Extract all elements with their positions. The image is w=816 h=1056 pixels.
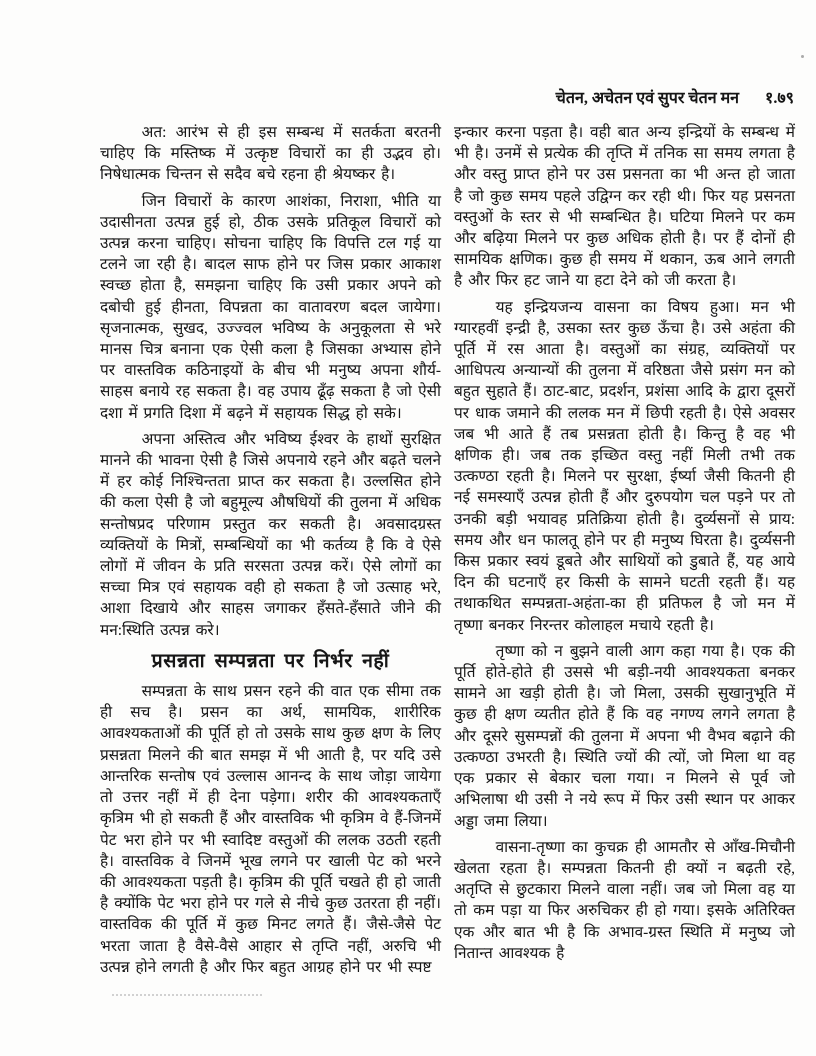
running-header [100, 86, 796, 108]
scan-speck [801, 55, 804, 58]
paragraph: अत: आरंभ से ही इस सम्बन्ध में सतर्कता बरतनी चाहिए कि मस्तिष्क में उत्कृष्ट विचारों का ही उद्भव हो। निषेधात्मक चिन्तन से सदैव बचे रहना ही श्रेयष्कर है। [100, 124, 441, 184]
paragraph: वासना-तृष्णा का कुचक्र ही आमतौर से आँख-मिचौनी खेलता रहता है। सम्पन्नता कितनी ही क्यों न बढ़ती रहे, अतृप्ति से छुटकारा मिलने वाला नहीं। जब जो मिला वह या तो कम पड़ा या फिर अरुचिकर ही हो गया। इसके अतिरिक्त एक और बात भी है कि अभाव-ग्रस्त स्थिति में मनुष्य जो नितान्त आवश्यक है [454, 838, 795, 962]
section-heading: प्रसन्नता सम्पन्नता पर निर्भर नहीं [151, 650, 390, 672]
scan-artifact-marks [112, 994, 262, 1000]
paragraph: इन्कार करना पड़ता है। वही बात अन्य इन्द्रियों के सम्बन्ध में भी है। उनमें से प्रत्येक की तृप्ति में तनिक सा समय लगता है और वस्तु प्राप्त होने पर उस प्रसनता का भी अन्त हो जाता है जो कुछ समय पहले उद्विग्न कर रही थी। फिर यह प्रसनता वस्तुओं के स्तर से भी सम्बन्धित है। घटिया मिलने पर कम और बढ़िया मिलने पर कुछ अधिक होती है। पर हैं दोनों ही सामयिक क्षणिक। कुछ ही समय में थकान, ऊब आने लगती है और फिर हट जाने या हटा देने को जी करता है। [454, 124, 795, 290]
right-column [454, 122, 795, 983]
paragraph: जिन विचारों के कारण आशंका, निराशा, भीति या उदासीनता उत्पन्न हुई हो, ठीक उसके प्रतिकूल विचारों को उत्पन्न करना चाहिए। सोचना चाहिए कि विपत्ति टल गई या टलने जा रही है। बादल साफ होने पर जिस प्रकार आकाश स्वच्छ होता है, समझना चाहिए कि उसी प्रकार अपने को दबोची हुई हीनता, विपन्नता का वातावरण बदल जायेगा। सृजनात्मक, सुखद, उज्ज्वल भविष्य के अनुकूलता से भरे मानस चित्र बनाना एक ऐसी कला है जिसका अभ्यास होने पर वास्तविक कठिनाइयों के बीच भी मनुष्य अपना शौर्य-साहस बनाये रह सकता है। वह उपाय ढूँढ़ सकता है जो ऐसी दशा में प्रगति दिशा में बढ़ने में सहायक सिद्ध हो सके। [100, 192, 441, 422]
paragraph: अपना अस्तित्व और भविष्य ईश्वर के हाथों सुरक्षित मानने की भावना ऐसी है जिसे अपनाये रहने और बढ़ते चलने में हर कोई निश्चिन्तता प्राप्त कर सकता है। उल्लसित होने की कला ऐसी है जो बहुमूल्य औषधियों की तुलना में अधिक सन्तोषप्रद परिणाम प्रस्तुत कर सकती है। अवसादग्रस्त व्यक्तियों के मित्रों, सम्बन्धियों का भी कर्तव्य है कि वे ऐसे लोगों में जीवन के प्रति सरसता उत्पन्न करें। ऐसे लोगों का सच्चा मित्र एवं सहायक वही हो सकता है जो उत्साह भरे, आशा दिखाये और साहस जगाकर हँसते-हँसाते जीने की मन:स्थिति उत्पन्न करे। [100, 430, 441, 639]
paragraph: तृष्णा को न बुझने वाली आग कहा गया है। एक की पूर्ति होते-होते ही उससे भी बड़ी-नयी आवश्यकता बनकर सामने आ खड़ी होती है। जो मिला, उसकी सुखानुभूति में कुछ ही क्षण व्यतीत होते हैं कि वह नगण्य लगने लगता है और दूसरे सुसम्पन्नों की तुलना में अपना भी वैभव बढ़ाने की उत्कण्ठा उभरती है। स्थिति ज्यों की त्यों, जो मिला था वह एक प्रकार से बेकार चला गया। न मिलने से पूर्व जो अभिलाषा थी उसी ने नये रूप में फिर उसी स्थान पर आकर अड्डा जमा लिया। [454, 642, 795, 830]
left-column [100, 122, 441, 983]
paragraph: यह इन्द्रियजन्य वासना का विषय हुआ। मन भी ग्यारहवीं इन्द्री है, उसका स्तर कुछ ऊँचा है। उसे अहंता की पूर्ति में रस आता है। वस्तुओं का संग्रह, व्यक्तियों पर आधिपत्य अन्यान्यों की तुलना में वरिष्ठता जैसे प्रसंग मन को बहुत सुहाते हैं। ठाट-बाट, प्रदर्शन, प्रशंसा आदि के द्वारा दूसरों पर धाक जमाने की ललक मन में छिपी रहती है। ऐसे अवसर जब भी आते हैं तब प्रसन्नता होती है। किन्तु है वह भी क्षणिक ही। जब तक इच्छित वस्तु नहीं मिली तभी तक उत्कण्ठा रहती है। मिलने पर सुरक्षा, ईर्ष्या जैसी कितनी ही नई समस्याएँ उत्पन्न होती हैं और दुरुपयोग चल पड़ने पर तो उनकी बड़ी भयावह प्रतिक्रिया होती है। दुर्व्यसनों से प्राय: समय और धन फालतू होने पर ही मनुष्य घिरता है। दुर्व्यसनी किस प्रकार स्वयं डूबते और साथियों को डुबाते हैं, यह आये दिन की घटनाएँ हर किसी के सामने घटती रहती हैं। यह तथाकथित सम्पन्नता-अहंता-का ही प्रतिफल है जो मन में तृष्णा बनकर निरन्तर कोलाहल मचाये रहती है। [454, 298, 795, 634]
two-column-text [100, 122, 796, 983]
page-number: १.७९ [765, 90, 794, 107]
paragraph: सम्पन्नता के साथ प्रसन रहने की वात एक सीमा तक ही सच है। प्रसन का अर्थ, सामयिक, शारीरिक आवश्यकताओं की पूर्ति हो तो उसके साथ कुछ क्षण के लिए प्रसन्नता मिलने की बात समझ में भी आती है, पर यदि उसे आन्तरिक सन्तोष एवं उल्लास आनन्द के साथ जोड़ा जायेगा तो उत्तर नहीं में ही देना पड़ेगा। शरीर की आवश्यकताएँ कृत्रिम भी हो सकती हैं और वास्तविक भी कृत्रिम वे हैं-जिनमें पेट भरा होने पर भी स्वादिष्ट वस्तुओं की ललक उठती रहती है। वास्तविक वे जिनमें भूख लगने पर खाली पेट को भरने की आवश्यकता पड़ती है। कृत्रिम की पूर्ति चखते ही हो जाती है क्योंकि पेट भरा होने पर गले से नीचे कुछ उतरता ही नहीं। वास्तविक की पूर्ति में कुछ मिनट लगते हैं। जैसे-जैसे पेट भरता जाता है वैसे-वैसे आहार से तृप्ति नहीं, अरुचि भी उत्पन्न होने लगती है और फिर बहुत आग्रह होने पर भी स्पष्ट [100, 683, 441, 976]
chapter-title: चेतन, अचेतन एवं सुपर चेतन मन [555, 90, 740, 107]
